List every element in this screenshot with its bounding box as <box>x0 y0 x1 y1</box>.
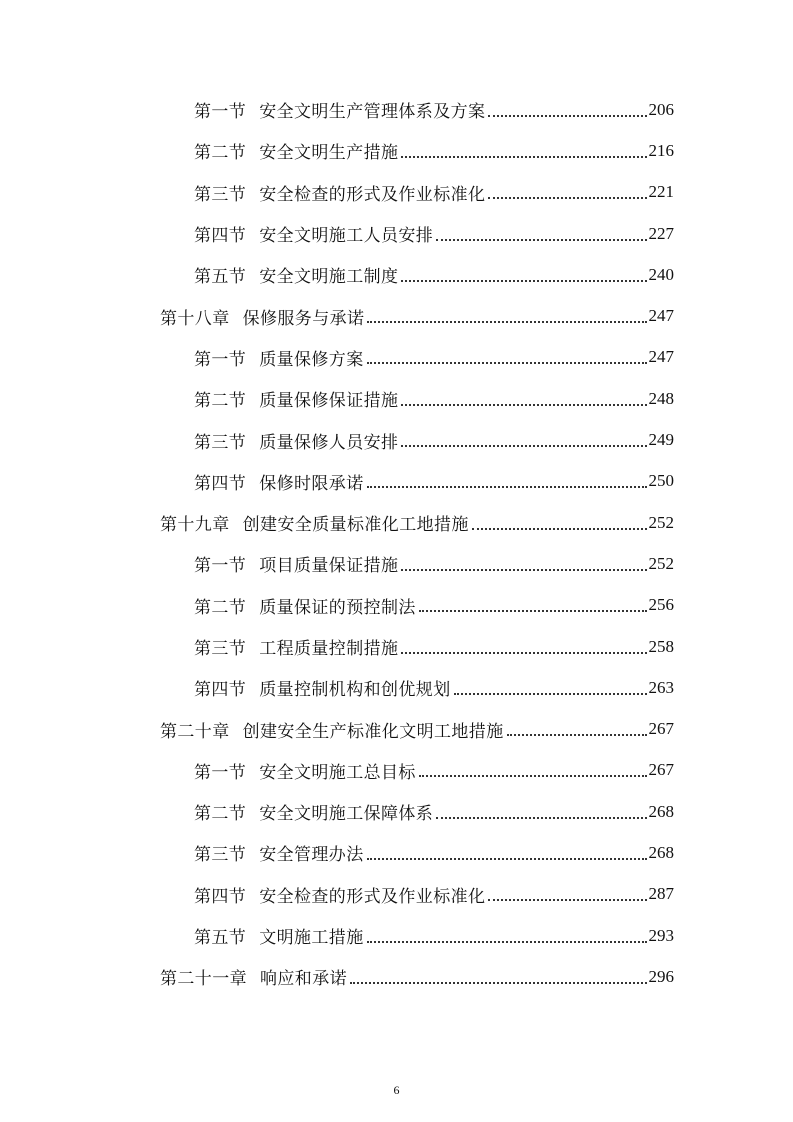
toc-section-entry[interactable] <box>0 461 793 502</box>
dot-leader <box>401 652 646 654</box>
dot-leader <box>488 899 646 901</box>
toc-entry-page-number: 268 <box>648 842 674 862</box>
toc-entry-title: 安全管理办法 <box>259 845 364 866</box>
toc-entry-title: 工程质量控制措施 <box>259 639 399 659</box>
dot-leader <box>507 734 647 736</box>
toc-entry-title: 保修时限承诺 <box>259 473 364 494</box>
toc-entry-page-number: 216 <box>648 140 674 160</box>
toc-entry-title: 安全文明生产措施 <box>259 143 399 164</box>
dot-leader <box>350 982 647 984</box>
toc-section-entry[interactable] <box>0 254 793 295</box>
toc-entry-page-number: 221 <box>648 182 674 202</box>
toc-entry-title: 项目质量保证措施 <box>259 556 399 577</box>
table-of-contents <box>0 89 793 998</box>
toc-section-entry[interactable] <box>0 89 793 130</box>
toc-entry-label: 第一节 <box>194 556 247 577</box>
toc-section-entry[interactable] <box>0 791 793 832</box>
toc-entry-label: 第三节 <box>194 184 247 205</box>
toc-section-entry[interactable] <box>0 626 793 667</box>
toc-section-entry[interactable] <box>0 832 793 873</box>
toc-entry-title: 安全文明施工保障体系 <box>259 804 434 825</box>
toc-entry-page-number: 227 <box>648 223 674 243</box>
toc-entry-title: 安全检查的形式及作业标准化 <box>259 184 486 205</box>
toc-entry-page-number: 287 <box>648 884 674 904</box>
dot-leader <box>454 693 647 695</box>
dot-leader <box>367 941 647 943</box>
toc-section-entry[interactable] <box>0 130 793 171</box>
dot-leader <box>401 445 646 447</box>
toc-chapter-entry[interactable] <box>0 295 793 336</box>
toc-entry-page-number: 247 <box>648 306 674 326</box>
toc-entry-page-number: 258 <box>648 636 674 656</box>
dot-leader <box>488 197 646 199</box>
toc-entry-title: 质量保证的预控制法 <box>259 597 416 618</box>
toc-section-entry[interactable] <box>0 213 793 254</box>
toc-entry-label: 第十八章 <box>160 308 230 329</box>
dot-leader <box>419 610 647 612</box>
dot-leader <box>367 858 647 860</box>
toc-section-entry[interactable] <box>0 543 793 584</box>
toc-entry-label: 第二节 <box>194 597 247 618</box>
toc-entry-label: 第一节 <box>194 349 247 370</box>
toc-entry-title: 安全文明施工总目标 <box>259 762 416 783</box>
toc-entry-title: 安全文明生产管理体系及方案 <box>259 102 486 123</box>
toc-chapter-entry[interactable] <box>0 708 793 749</box>
toc-entry-title: 质量保修人员安排 <box>259 432 399 453</box>
dot-leader <box>401 569 646 571</box>
dot-leader <box>401 156 646 158</box>
toc-entry-title: 质量控制机构和创优规划 <box>259 680 451 701</box>
toc-section-entry[interactable] <box>0 667 793 708</box>
toc-section-entry[interactable] <box>0 419 793 460</box>
toc-section-entry[interactable] <box>0 585 793 626</box>
toc-entry-title: 质量保修保证措施 <box>259 391 399 412</box>
toc-entry-label: 第十九章 <box>160 515 230 536</box>
toc-entry-label: 第二十一章 <box>160 969 247 990</box>
toc-entry-title: 文明施工措施 <box>259 928 364 949</box>
toc-entry-page-number: 250 <box>648 471 674 491</box>
toc-section-entry[interactable] <box>0 378 793 419</box>
dot-leader <box>436 239 646 241</box>
toc-entry-title: 创建安全生产标准化文明工地措施 <box>242 721 504 742</box>
toc-entry-page-number: 293 <box>648 925 674 945</box>
toc-entry-title: 安全文明施工人员安排 <box>259 226 434 247</box>
page-number: 6 <box>393 1083 400 1097</box>
toc-entry-label: 第二节 <box>194 143 247 164</box>
dot-leader <box>367 362 647 364</box>
toc-entry-label: 第四节 <box>194 226 247 247</box>
toc-chapter-entry[interactable] <box>0 502 793 543</box>
toc-entry-page-number: 206 <box>648 99 674 119</box>
toc-section-entry[interactable] <box>0 874 793 915</box>
dot-leader <box>436 817 646 819</box>
toc-entry-label: 第五节 <box>194 267 247 288</box>
toc-section-entry[interactable] <box>0 337 793 378</box>
toc-entry-title: 安全文明施工制度 <box>259 267 399 288</box>
toc-entry-label: 第二节 <box>194 391 247 412</box>
toc-entry-page-number: 252 <box>648 512 674 532</box>
toc-entry-title: 创建安全质量标准化工地措施 <box>242 515 469 536</box>
toc-entry-label: 第一节 <box>194 102 247 123</box>
dot-leader <box>488 115 646 117</box>
toc-entry-page-number: 256 <box>648 595 674 615</box>
toc-entry-label: 第一节 <box>194 762 247 783</box>
toc-entry-label: 第四节 <box>194 473 247 494</box>
toc-entry-page-number: 240 <box>648 264 674 284</box>
toc-chapter-entry[interactable] <box>0 956 793 997</box>
toc-section-entry[interactable] <box>0 750 793 791</box>
toc-entry-label: 第三节 <box>194 432 247 453</box>
toc-section-entry[interactable] <box>0 915 793 956</box>
toc-entry-title: 保修服务与承诺 <box>242 308 365 329</box>
dot-leader <box>367 486 647 488</box>
toc-entry-label: 第二十章 <box>160 721 230 742</box>
toc-entry-label: 第三节 <box>194 639 247 659</box>
toc-entry-label: 第二节 <box>194 804 247 825</box>
toc-section-entry[interactable] <box>0 172 793 213</box>
toc-entry-page-number: 268 <box>648 801 674 821</box>
toc-entry-page-number: 267 <box>648 760 674 780</box>
toc-entry-page-number: 247 <box>648 347 674 367</box>
toc-entry-label: 第五节 <box>194 928 247 949</box>
toc-entry-page-number: 249 <box>648 430 674 450</box>
dot-leader <box>401 280 646 282</box>
toc-entry-page-number: 263 <box>648 677 674 697</box>
dot-leader <box>419 775 647 777</box>
toc-entry-label: 第四节 <box>194 886 247 907</box>
toc-entry-page-number: 267 <box>648 719 674 739</box>
toc-entry-title: 质量保修方案 <box>259 349 364 370</box>
toc-entry-label: 第四节 <box>194 680 247 701</box>
toc-entry-page-number: 296 <box>648 966 674 986</box>
dot-leader <box>401 404 646 406</box>
toc-entry-title: 响应和承诺 <box>260 969 347 990</box>
toc-entry-label: 第三节 <box>194 845 247 866</box>
toc-entry-page-number: 252 <box>648 553 674 573</box>
dot-leader <box>367 321 646 323</box>
toc-entry-title: 安全检查的形式及作业标准化 <box>259 886 486 907</box>
toc-entry-page-number: 248 <box>648 388 674 408</box>
dot-leader <box>472 528 647 530</box>
